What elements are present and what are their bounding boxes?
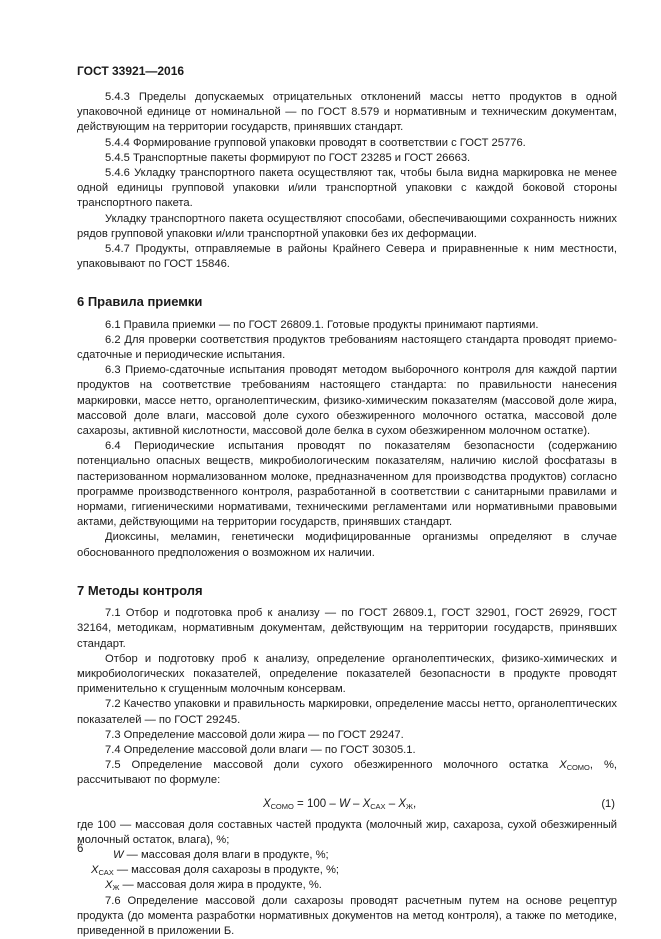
formula-expression: $X_{СОМО} = 100 - W - X_{САХ} - X_Ж$, bbox=[263, 797, 417, 811]
paragraph-6-2: 6.2 Для проверки соответствия продуктов требованиям настоящего стандарта проводят приемо-сдаточные и периодические испытания. bbox=[77, 333, 617, 362]
formula-where: где 100 — массовая доля составных частей продукта (молочный жир, сахароза, сухой обезжиренный молочный остаток, влага), %; bbox=[77, 818, 617, 846]
paragraph-7-1-cont: Отбор и подготовку проб к анализу, определение органолептических, физико-химических и микробиологических показателей, определение показателей безопасности в продукте проводят применительно к сгущенным молочным консервам. bbox=[77, 652, 617, 696]
paragraph-7-6: 7.6 Определение массовой доли сахарозы проводят расчетным путем на основе рецептур продукта (до момента разработки нормативных документов на метод контроля), а также по методике, приведенной в приложении Б. bbox=[77, 894, 617, 937]
paragraph-7-4: 7.4 Определение массовой доли влаги — по ГОСТ 30305.1. bbox=[105, 743, 416, 756]
legend-item-w: W — массовая доля влаги в продукте, %; bbox=[113, 848, 329, 861]
paragraph-6-3: 6.3 Приемо-сдаточные испытания проводят методом выборочного контроля для каждой партии продуктов на соответствие требованиям настоящего стандарта: по правильности нанесения маркировки, массе нетто, органолептическим, физико-химическим показателям (массовой доле жира, массовой доле влаги, массовой доле сухого обезжиренного молочного остатка, массовой доле сахарозы, активной кислотности, массовой доле белка в сухом обезжиренном молочном остатке). bbox=[77, 364, 617, 438]
paragraph-5-4-6-cont: Укладку транспортного пакета осуществляют способами, обеспечивающими сохранность нижних рядов групповой упаковки и/или транспортной упаковки без их деформации. bbox=[77, 212, 617, 240]
legend-item-xzh: $X_Ж$ — массовая доля жира в продукте, %. bbox=[105, 879, 322, 893]
section-6-title: 6 Правила приемки bbox=[77, 294, 203, 310]
legend-item-xsah: $X_{САХ}$ — массовая доля сахарозы в продукте, %; bbox=[91, 864, 340, 878]
paragraph-7-2: 7.2 Качество упаковки и правильность маркировки, определение массы нетто, органолептических показателей — по ГОСТ 29245. bbox=[77, 698, 617, 726]
paragraph-5-4-7: 5.4.7 Продукты, отправляемые в районы Крайнего Севера и приравненные к ним местности, упаковывают по ГОСТ 15846. bbox=[77, 243, 617, 271]
paragraph-7-3: 7.3 Определение массовой доли жира — по ГОСТ 29247. bbox=[105, 728, 404, 741]
paragraph-5-4-6: 5.4.6 Укладку транспортного пакета осуществляют так, чтобы была видна маркировка не менее одной единицы групповой упаковки и/или транспортной упаковки с каждой боковой стороны транспортного пакета. bbox=[77, 167, 617, 210]
formula-legend bbox=[77, 848, 617, 894]
paragraph-5-4-4: 5.4.4 Формирование групповой упаковки проводят в соответствии с ГОСТ 25776. bbox=[105, 136, 526, 149]
formula-number: (1) bbox=[601, 797, 615, 810]
paragraph-6-1: 6.1 Правила приемки — по ГОСТ 26809.1. Готовые продукты принимают партиями. bbox=[105, 318, 539, 331]
section-7-title: 7 Методы контроля bbox=[77, 582, 203, 598]
document-header: ГОСТ 33921—2016 bbox=[77, 64, 185, 78]
paragraph-6-4: 6.4 Периодические испытания проводят по показателям безопасности (содержанию потенциально опасных веществ, микробиологическим показателям, наличию кислой фосфатазы в пастеризованном нормализованном молоке, предназначенном для производства продуктов) согласно программе производственного контроля, разработанной в соответствии с санитарными правилами и нормами, гигиеническими нормативами, техническими регламентами или нормативными правовыми актами, действующими на территории государств, принявших стандарт. bbox=[77, 440, 617, 529]
paragraph-6-4-cont: Диоксины, меламин, генетически модифицированные организмы определяют в случае обоснованного предположения о возможном их наличии. bbox=[77, 531, 617, 559]
page-body bbox=[77, 90, 617, 939]
paragraph-7-5: 7.5 Определение массовой доли сухого обезжиренного молочного остатка $X_{СОМО}$, %, рассчитывают по формуле: bbox=[77, 759, 618, 787]
formula-1 bbox=[77, 794, 617, 816]
page-number: 6 bbox=[77, 843, 84, 855]
symbol-x: X bbox=[559, 759, 567, 772]
paragraph-5-4-5: 5.4.5 Транспортные пакеты формируют по ГОСТ 23285 и ГОСТ 26663. bbox=[105, 151, 471, 164]
paragraph-7-1: 7.1 Отбор и подготовка проб к анализу — по ГОСТ 26809.1, ГОСТ 32901, ГОСТ 26929, ГОСТ 32164, методикам, нормативным документам, действующим на территории государств, принявших стандарт. bbox=[77, 607, 617, 650]
paragraph-5-4-3: 5.4.3 Пределы допускаемых отрицательных отклонений массы нетто продуктов в одной упаковочной единице от номинальной — по ГОСТ 8.579 и нормативным и техническим документам, действующим на территории государств, принявших стандарт. bbox=[77, 91, 617, 134]
